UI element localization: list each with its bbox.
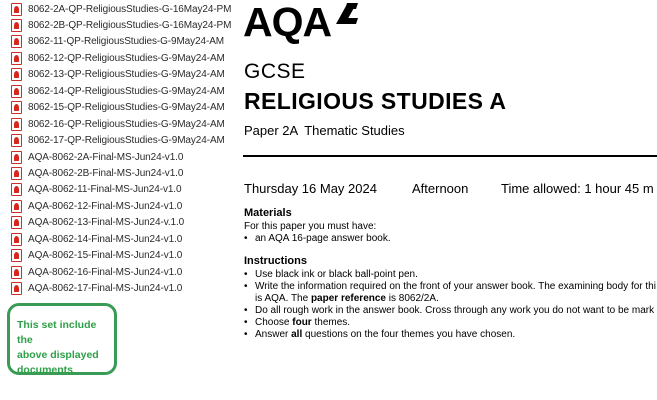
file-item[interactable]	[0, 231, 182, 247]
instruction-item: • Write the information required on the front of your answer book. The examining body for thi	[244, 281, 656, 293]
pdf-file-icon	[11, 167, 22, 180]
pdf-file-icon	[11, 101, 22, 114]
instr-text: Choose	[255, 317, 293, 328]
instruction-item: • Use black ink or black ball-point pen.	[244, 269, 418, 281]
file-name: AQA-8062-11-Final-MS-Jun24-v1.0	[28, 184, 182, 196]
instr-bold: paper reference	[310, 293, 386, 304]
subject-title: RELIGIOUS STUDIES A	[244, 88, 507, 114]
pdf-file-icon	[11, 134, 22, 147]
file-item[interactable]	[0, 248, 182, 264]
file-name: 8062-11-QP-ReligiousStudies-G-9May24-AM	[28, 36, 224, 48]
paper-title: Thematic Studies	[304, 123, 405, 138]
file-name: 8062-12-QP-ReligiousStudies-G-9May24-AM	[28, 52, 225, 64]
file-name: AQA-8062-16-Final-MS-Jun24-v1.0	[28, 266, 183, 278]
instr-text: is AQA. The	[255, 293, 311, 304]
instructions-heading: Instructions	[244, 255, 307, 267]
file-name: AQA-8062-14-Final-MS-Jun24-v1.0	[28, 233, 183, 245]
pdf-file-icon	[11, 3, 22, 16]
file-item[interactable]	[0, 281, 182, 297]
instr-text: questions on the four themes you have chosen.	[302, 329, 516, 340]
document-preview	[243, 0, 657, 400]
instr-text: Answer	[255, 329, 292, 340]
file-item[interactable]	[0, 264, 182, 280]
file-item[interactable]	[0, 1, 231, 17]
pdf-file-icon	[11, 233, 22, 246]
file-name: 8062-16-QP-ReligiousStudies-G-9May24-AM	[28, 118, 225, 130]
pdf-file-icon	[11, 266, 22, 279]
file-item[interactable]	[0, 116, 225, 132]
file-item[interactable]	[0, 17, 231, 33]
pdf-file-icon	[11, 282, 22, 295]
instruction-item-continued	[255, 293, 439, 305]
pdf-file-icon	[11, 183, 22, 196]
qualification: GCSE	[244, 60, 306, 83]
pdf-file-icon	[11, 200, 22, 213]
paper-line	[244, 123, 405, 138]
pdf-file-icon	[11, 151, 22, 164]
pdf-file-icon	[11, 216, 22, 229]
file-item[interactable]	[0, 34, 224, 50]
file-item[interactable]	[0, 215, 184, 231]
file-name: AQA-8062-2B-Final-MS-Jun24-v1.0	[28, 168, 184, 179]
file-item[interactable]	[0, 182, 181, 198]
file-item[interactable]	[0, 67, 225, 83]
exam-session: Afternoon	[412, 181, 469, 196]
file-item[interactable]	[0, 100, 225, 116]
instruction-item: • Do all rough work in the answer book. Cross through any work you do not want to be mark	[244, 305, 654, 317]
pdf-file-icon	[11, 118, 22, 131]
instr-bold: all	[291, 329, 303, 340]
materials-item: • an AQA 16-page answer book.	[244, 233, 391, 245]
file-name: 8062-2B-QP-ReligiousStudies-G-16May24-PM	[28, 19, 232, 31]
instr-text: themes.	[311, 317, 351, 328]
callout-text: This set include the above displayed documents	[17, 319, 99, 376]
file-name: 8062-14-QP-ReligiousStudies-G-9May24-AM	[28, 85, 225, 97]
pdf-file-icon	[11, 85, 22, 98]
aqa-logo-mark-icon	[333, 2, 359, 26]
file-item[interactable]	[0, 149, 183, 165]
exam-date: Thursday 16 May 2024	[244, 181, 377, 196]
file-name: AQA-8062-17-Final-MS-Jun24-v1.0	[28, 283, 183, 295]
pdf-file-icon	[11, 249, 22, 262]
materials-intro: For this paper you must have:	[244, 221, 377, 232]
file-item[interactable]	[0, 50, 225, 66]
materials-heading: Materials	[244, 207, 292, 219]
time-allowed: Time allowed: 1 hour 45 m	[501, 181, 654, 196]
instruction-item	[244, 329, 515, 341]
file-item[interactable]	[0, 198, 182, 214]
instr-text: is 8062/2A.	[386, 293, 439, 304]
instr-bold: four	[292, 317, 312, 328]
file-name: AQA-8062-15-Final-MS-Jun24-v1.0	[28, 250, 183, 262]
paper-number: Paper 2A	[244, 123, 299, 138]
file-item[interactable]	[0, 166, 183, 182]
file-name: 8062-17-QP-ReligiousStudies-G-9May24-AM	[28, 135, 225, 147]
file-name: AQA-8062-12-Final-MS-Jun24-v1.0	[28, 200, 183, 212]
file-name: AQA-8062-13-Final-MS-Jun24-v.1.0	[28, 217, 185, 229]
pdf-file-icon	[11, 52, 22, 65]
set-includes-callout	[7, 303, 117, 375]
file-name: 8062-13-QP-ReligiousStudies-G-9May24-AM	[28, 69, 225, 81]
file-item[interactable]	[0, 83, 225, 99]
header-rule	[243, 155, 657, 157]
instruction-item	[244, 317, 350, 329]
date-row	[244, 181, 654, 196]
file-item[interactable]	[0, 133, 225, 149]
pdf-file-icon	[11, 19, 22, 32]
pdf-file-icon	[11, 68, 22, 81]
file-name: 8062-2A-QP-ReligiousStudies-G-16May24-PM	[28, 3, 232, 15]
file-name: 8062-15-QP-ReligiousStudies-G-9May24-AM	[28, 102, 225, 114]
file-name: AQA-8062-2A-Final-MS-Jun24-v1.0	[28, 151, 184, 163]
aqa-logo	[243, 0, 359, 45]
logo-text: AQA	[243, 0, 332, 45]
pdf-file-icon	[11, 35, 22, 48]
